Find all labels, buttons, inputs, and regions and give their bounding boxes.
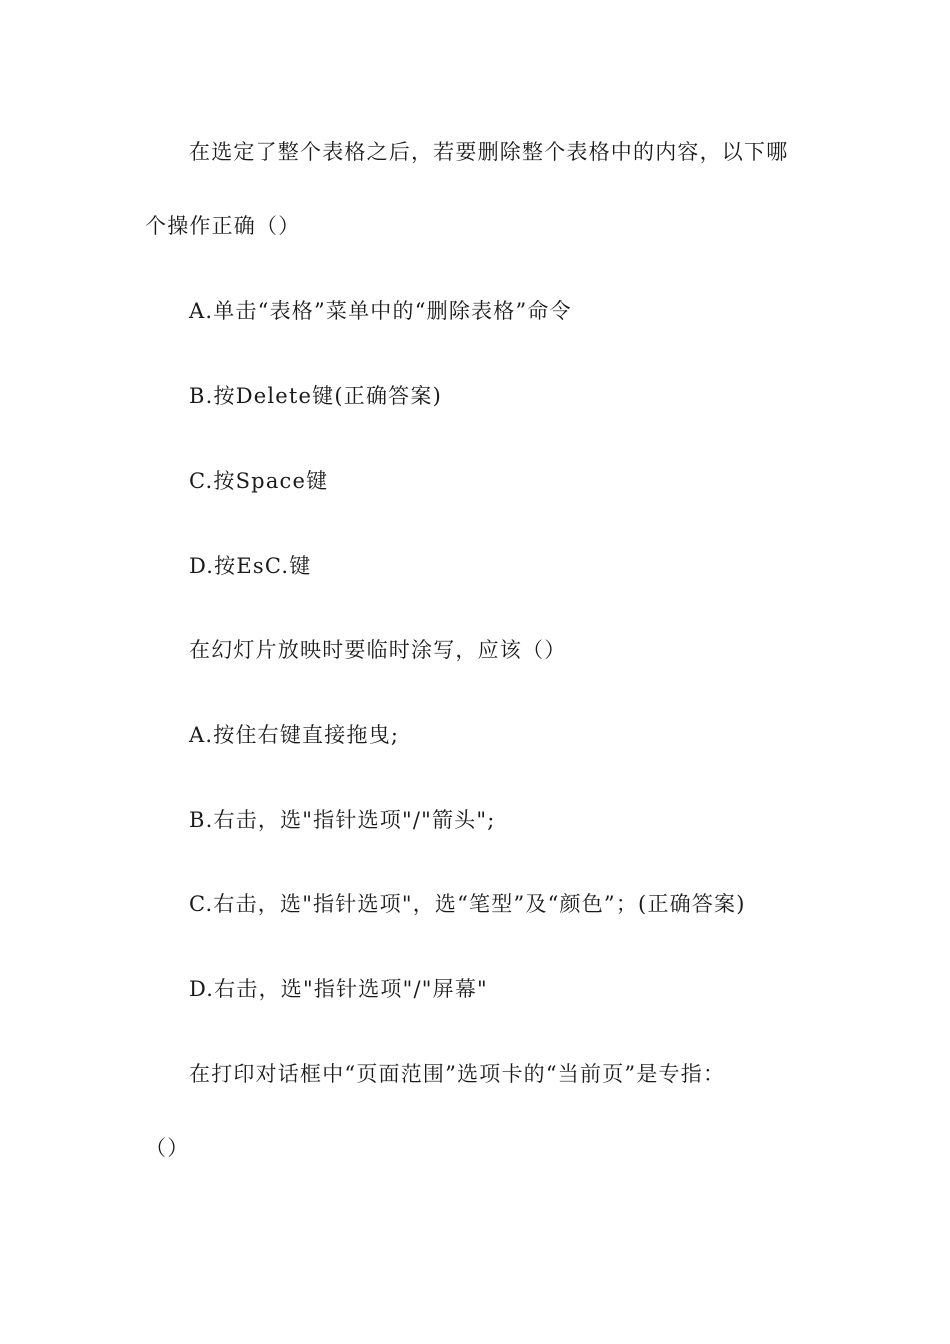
q2-option-c: C.右击，选"指针选项"，选“笔型”及“颜色”；(正确答案): [189, 892, 746, 916]
q1-option-c: C.按Space键: [189, 469, 329, 493]
q1-option-a: A.单击“表格”菜单中的“删除表格”命令: [189, 299, 572, 323]
q2-option-d: D.右击，选"指针选项"/"屏幕": [189, 977, 488, 1001]
q3-stem-line2: （）: [145, 1136, 190, 1160]
q2-option-b: B.右击，选"指针选项"/"箭头";: [189, 808, 496, 832]
q2-stem: 在幻灯片放映时要临时涂写，应该（）: [189, 638, 567, 662]
q1-stem-line1: 在选定了整个表格之后，若要删除整个表格中的内容，以下哪: [189, 140, 789, 164]
q1-option-d: D.按EsC.键: [189, 554, 312, 578]
q1-option-b: B.按Delete键(正确答案): [189, 384, 442, 408]
q3-stem-line1: 在打印对话框中“页面范围”选项卡的“当前页”是专指：: [189, 1062, 726, 1086]
q1-stem-line2: 个操作正确（）: [145, 214, 301, 238]
q2-option-a: A.按住右键直接拖曳;: [189, 723, 400, 747]
